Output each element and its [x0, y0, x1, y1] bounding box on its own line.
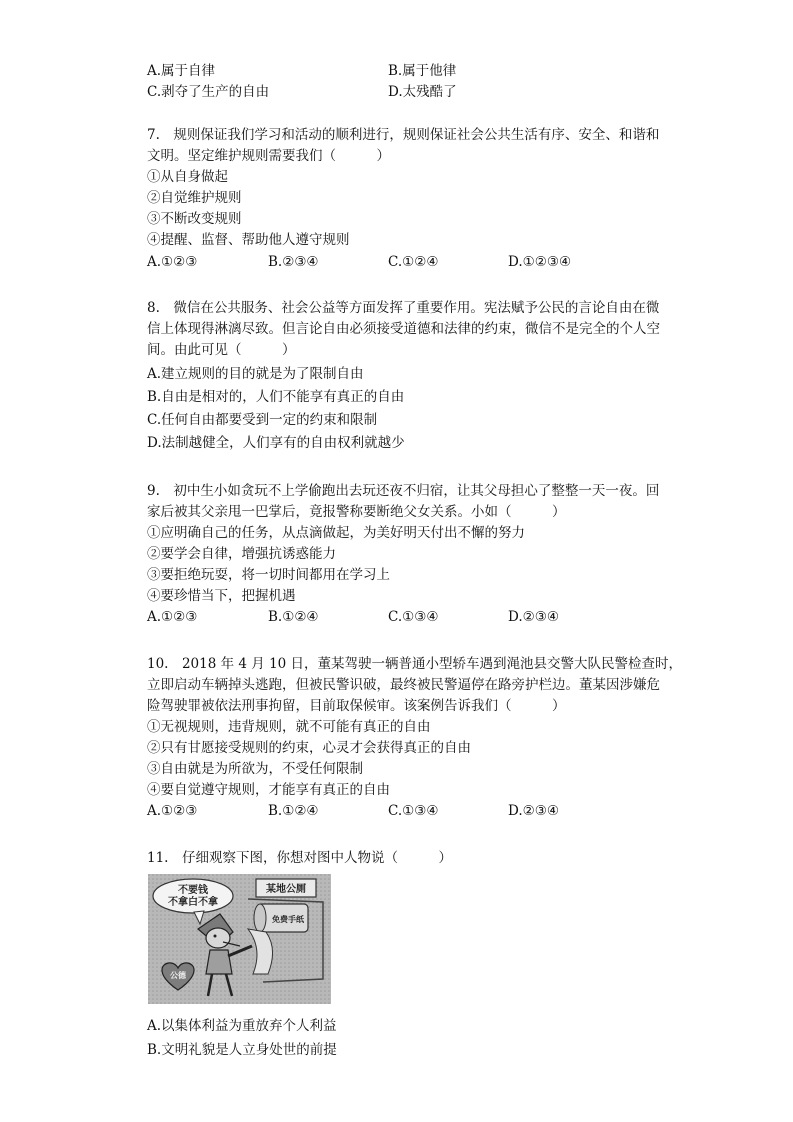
q9-option-a: A.①②③	[147, 609, 198, 625]
q10-option-b: B.①②④	[268, 803, 319, 819]
bubble-text-1: 不要钱	[178, 885, 208, 896]
q7-item-4: ④提醒、监督、帮助他人遵守规则	[147, 232, 350, 248]
q10-stem-line-3: 险驾驶罪被依法刑事拘留，目前取保候审。该案例告诉我们（ ）	[147, 698, 566, 714]
q6-option-b: B.属于他律	[388, 63, 457, 79]
q10-option-c: C.①③④	[388, 803, 439, 819]
q11-stem: 11. 仔细观察下图，你想对图中人物说（ ）	[147, 850, 452, 866]
q7-stem-line-2: 文明。坚定维护规则需要我们（ ）	[147, 148, 390, 164]
q9-item-1: ①应明确自己的任务，从点滴做起，为美好明天付出不懈的努力	[147, 525, 525, 541]
q10-item-3: ③自由就是为所欲为，不受任何限制	[147, 761, 363, 777]
q8-stem-line-1: 8. 微信在公共服务、社会公益等方面发挥了重要作用。宪法赋予公民的言论自由在微	[147, 300, 660, 316]
q7-option-b: B.②③④	[268, 254, 319, 270]
q6-option-c: C.剥夺了生产的自由	[147, 84, 270, 100]
q10-stem-line-1: 10. 2018 年 4 月 10 日，董某驾驶一辆普通小型轿车遇到渑池县交警大队民警检查时，	[147, 656, 683, 672]
q8-stem-line-3: 间。由此可见（ ）	[147, 342, 296, 358]
heart-text: 公德	[170, 971, 186, 980]
q7-item-1: ①从自身做起	[147, 169, 228, 185]
q6-option-d: D.太残酷了	[388, 84, 457, 100]
q11-option-b: B.文明礼貌是人立身处世的前提	[147, 1042, 337, 1058]
bubble-text-2: 不拿白不拿	[168, 897, 218, 908]
q9-option-c: C.①③④	[388, 609, 439, 625]
q8-option-c: C.任何自由都要受到一定的约束和限制	[147, 412, 378, 428]
q10-option-a: A.①②③	[147, 803, 198, 819]
q10-stem-line-2: 立即启动车辆掉头逃跑，但被民警识破，最终被民警逼停在路旁护栏边。董某因涉嫌危	[147, 677, 660, 693]
q11-option-a: A.以集体利益为重放弃个人利益	[147, 1018, 337, 1034]
cartoon-image	[148, 874, 331, 1004]
q9-item-3: ③要拒绝玩耍，将一切时间都用在学习上	[147, 567, 390, 583]
q10-option-d: D.②③④	[508, 803, 559, 819]
q8-stem-line-2: 信上体现得淋漓尽致。但言论自由必须接受道德和法律的约束，微信不是完全的个人空	[147, 321, 660, 337]
q7-item-3: ③不断改变规则	[147, 211, 242, 227]
q10-item-2: ②只有甘愿接受规则的约束，心灵才会获得真正的自由	[147, 740, 471, 756]
cartoon-illustration	[148, 874, 331, 1004]
q8-option-a: A.建立规则的目的就是为了限制自由	[147, 366, 364, 382]
q8-option-b: B.自由是相对的，人们不能享有真正的自由	[147, 389, 405, 405]
q7-stem-line-1: 7. 规则保证我们学习和活动的顺利进行，规则保证社会公共生活有序、安全、和谐和	[147, 127, 660, 143]
q9-option-d: D.②③④	[508, 609, 559, 625]
roll-text: 免费手纸	[272, 915, 304, 924]
q9-stem-line-1: 9. 初中生小如贪玩不上学偷跑出去玩还夜不归宿，让其父母担心了整整一天一夜。回	[147, 483, 660, 499]
restroom-sign	[256, 879, 316, 897]
sign-text: 某地公厕	[266, 884, 306, 895]
q9-item-2: ②要学会自律，增强抗诱惑能力	[147, 546, 336, 562]
q6-option-a: A.属于自律	[147, 63, 216, 79]
q8-option-d: D.法制越健全，人们享有的自由权利就越少	[147, 435, 405, 451]
q7-item-2: ②自觉维护规则	[147, 190, 242, 206]
q9-option-b: B.①②④	[268, 609, 319, 625]
q7-option-c: C.①②④	[388, 254, 439, 270]
q9-stem-line-2: 家后被其父亲甩一巴掌后，竟报警称要断绝父女关系。小如（ ）	[147, 504, 566, 520]
q10-item-4: ④要自觉遵守规则，才能享有真正的自由	[147, 782, 390, 798]
q7-option-a: A.①②③	[147, 254, 198, 270]
q10-item-1: ①无视规则，违背规则，就不可能有真正的自由	[147, 719, 431, 735]
q9-item-4: ④要珍惜当下，把握机遇	[147, 588, 296, 604]
q7-option-d: D.①②③④	[508, 254, 572, 270]
